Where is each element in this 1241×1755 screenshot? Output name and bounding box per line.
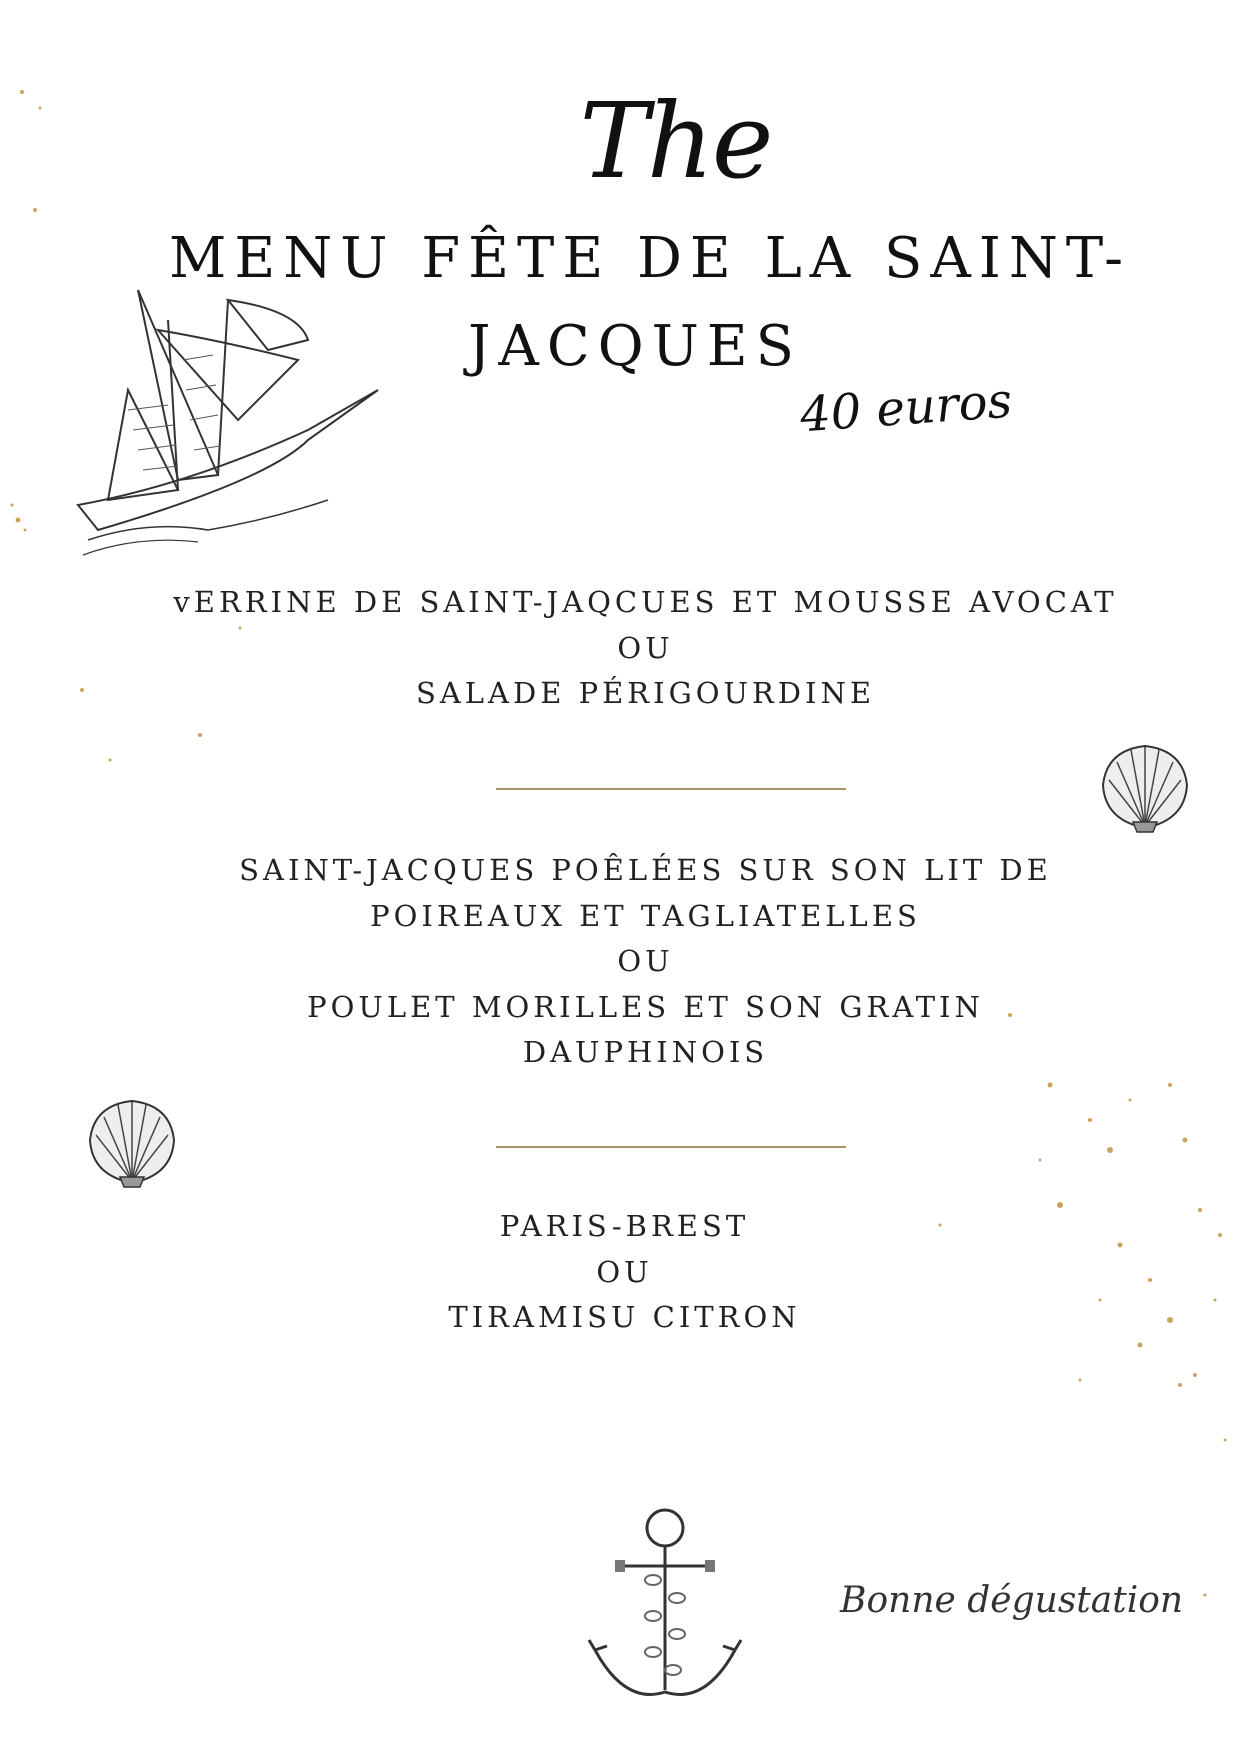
dessert-option-2: TIRAMISU CITRON [448,1300,801,1334]
dessert-option-1: PARIS-BREST [499,1209,750,1243]
scallop-shell-icon [82,1095,182,1190]
menu-price: 40 euros [798,372,1014,444]
menu-title [160,215,1140,391]
script-word-the: The [579,80,772,202]
divider-2 [496,1146,846,1148]
entree-option-2: SALADE PÉRIGOURDINE [415,676,876,710]
divider-1 [496,788,846,790]
main-option-1-line-2: POIREAUX ET TAGLIATELLES [370,898,921,933]
main-option-2-line-1: POULET MORILLES ET SON GRATIN [307,989,984,1024]
closing-message: Bonne dégustation [840,1580,1184,1621]
entree-option-1: vERRINE DE SAINT-JAQCUES ET MOUSSE AVOCAT [173,585,1118,619]
entree-or: OU [617,630,674,665]
main-section [0,848,1241,1076]
main-option-1-line-1: SAINT-JACQUES POÊLÉES SUR SON LIT DE [239,853,1052,887]
entree-section [0,580,1241,717]
main-option-2-line-2: DAUPHINOIS [522,1035,769,1069]
anchor-icon [585,1500,745,1710]
menu-title-line1: MENU FÊTE DE LA SAINT- [169,226,1131,291]
dessert-section [0,1204,1241,1341]
dessert-or: OU [596,1254,653,1289]
main-or: OU [617,944,674,978]
scallop-shell-icon [1095,740,1195,835]
menu-title-line2: JACQUES [467,314,803,379]
